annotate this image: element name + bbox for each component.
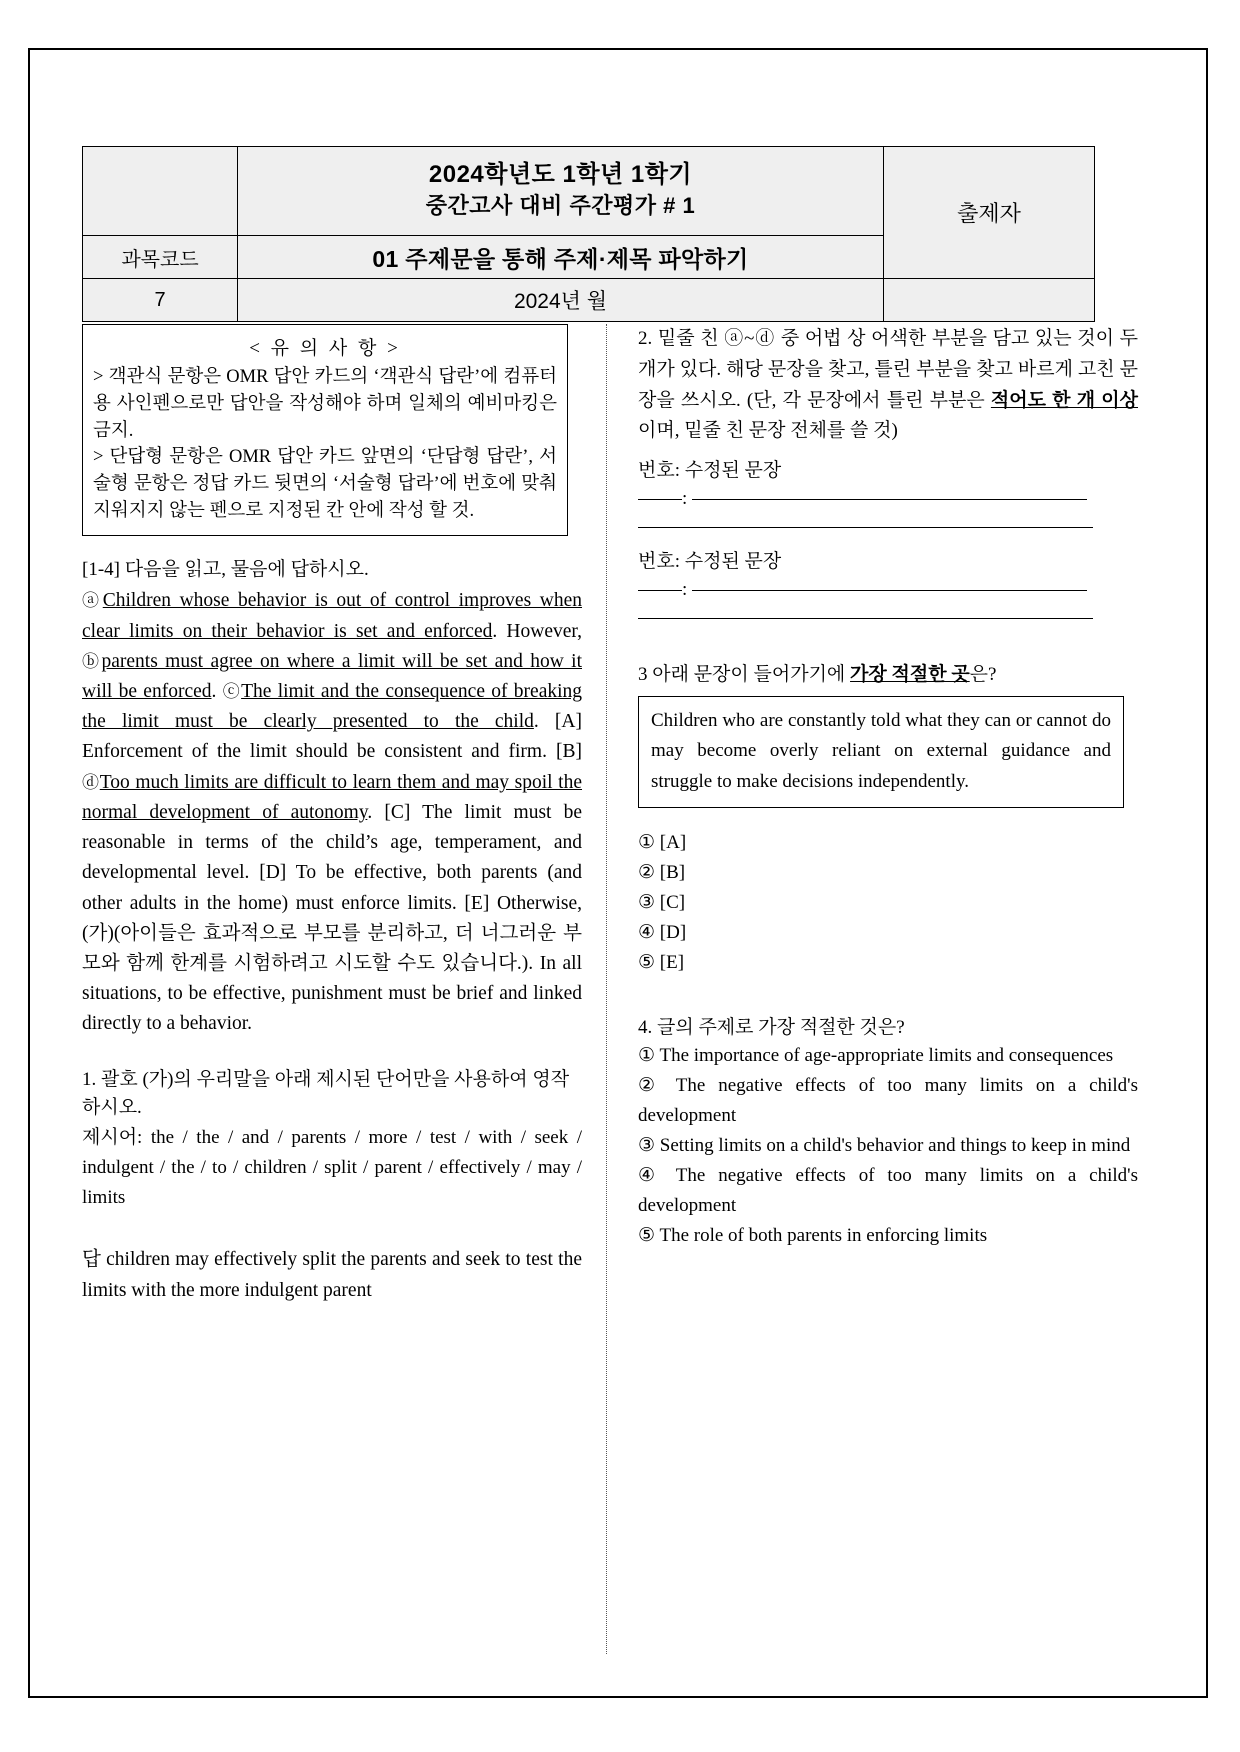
choice-number: ⑤ [638, 1225, 656, 1247]
choice-text: [A] [659, 832, 687, 854]
question-2-head-tail: 이며, 밑줄 친 문장 전체를 쓸 것) [638, 420, 898, 442]
wordbank-label: 제시어: [82, 1126, 143, 1148]
question-4-choice[interactable] [638, 1071, 1138, 1131]
choice-number: ① [638, 1045, 656, 1067]
answer-sentence-rule-2-cont[interactable] [638, 618, 1093, 619]
question-1-answer [82, 1244, 582, 1306]
page-content [82, 146, 1218, 1706]
question-2-answer-row-2a[interactable]: : [638, 579, 1138, 601]
question-2-emphasis: 적어도 한 개 이상 [990, 389, 1138, 411]
page-border [28, 48, 1208, 1698]
question-3-choices [638, 828, 1138, 978]
question-3-head-pre: 3 아래 문장이 들어가기에 [638, 664, 851, 686]
question-3-choice[interactable] [638, 858, 1138, 888]
question-3-choice[interactable] [638, 888, 1138, 918]
choice-text: The importance of age-appropriate limits and consequences [659, 1045, 1114, 1067]
question-3-choice[interactable] [638, 948, 1138, 978]
marker-b: ⓑ [82, 651, 102, 671]
choice-number: ② [638, 1075, 664, 1097]
choice-number: ③ [638, 892, 656, 914]
choice-text: The role of both parents in enforcing limits [659, 1225, 988, 1247]
passage-after-b: . [211, 681, 223, 703]
choice-text: The negative effects of too many limits on a child's development [638, 1075, 1138, 1127]
lesson-title: 01 주제문을 통해 주제·제목 파악하기 [238, 236, 884, 279]
subject-code-value: 7 [83, 279, 238, 322]
question-4-choice[interactable] [638, 1041, 1138, 1071]
passage-segment-d: Too much limits are difficult to learn them and may spoil the normal development of autonomy [82, 771, 583, 823]
question-2-head-text: 2. 밑줄 친 ⓐ~ⓓ 중 어법 상 어색한 부분을 담고 있는 것이 두 개가 있다. 해당 문장을 찾고, 틀린 부분을 찾고 바르게 고친 문장을 쓰시오. (단, 각 문장에서 틀린 부분은 [638, 328, 1138, 411]
exam-date: 2024년 월 [238, 279, 884, 322]
answer-number-rule-2[interactable] [638, 590, 682, 591]
choice-text: [B] [659, 862, 686, 884]
passage-after-c: . [A] Enforcement of the limit should be consistent and firm. [B] [82, 711, 582, 763]
question-2-answer-row-1a[interactable]: : [638, 488, 1138, 510]
header-blank-topleft [83, 147, 238, 236]
question-3-insert-sentence-box: Children who are constantly told what they can or cannot do may become overly reliant on external guidance and struggle to make decisions independently. [638, 696, 1124, 808]
notice-line-2: > 단답형 문항은 OMR 답안 카드 앞면의 ‘단답형 답란’, 서술형 문항은 정답 카드 뒷면의 ‘서술형 답라’에 번호에 맞춰 지워지지 않는 펜으로 지정된 칸 안에 작성 할 것. [93, 447, 557, 522]
exam-name: 중간고사 대비 주간평가 # 1 [425, 193, 696, 219]
choice-number: ④ [638, 922, 656, 944]
passage-after-d: . [C] The limit must be reasonable in terms of the child’s age, temperament, and developmental level. [D] To be effective, both parents (and other adults in the home) must enforce limits. [E] Otherwise, (가)(아이들은 효과적으로 부모를 분리하고, 더 너그러운 부모와 함께 한계를 시험하려고 시도할 수도 있습니다.). In all situations, to be effective, punishment must be brief and linked directly to a behavior. [82, 801, 582, 1035]
question-4-choices [638, 1041, 1138, 1251]
exam-year-term: 2024학년도 1학년 1학기 [428, 160, 693, 188]
question-4-choice[interactable] [638, 1161, 1138, 1221]
question-3-emphasis: 가장 적절한 곳 [850, 664, 970, 686]
subject-code-label: 과목코드 [83, 236, 238, 279]
marker-d: ⓓ [82, 772, 100, 792]
question-3-choice[interactable] [638, 828, 1138, 858]
choice-number: ③ [638, 1135, 656, 1157]
choice-number: ⑤ [638, 952, 656, 974]
question-2-answer-row-1b[interactable] [638, 516, 1138, 538]
question-2-answer-row-2b[interactable] [638, 607, 1138, 629]
notice-box [82, 324, 568, 536]
answer-number-rule-1[interactable] [638, 499, 682, 500]
answer-sentence-rule-1[interactable] [692, 499, 1087, 500]
notice-line-1: > 객관식 문항은 OMR 답안 카드의 ‘객관식 답란’에 컴퓨터용 사인펜으로만 답안을 작성해야 하며 일체의 예비마킹은 금지. [93, 367, 557, 441]
choice-text: Setting limits on a child's behavior and things to keep in mind [659, 1135, 1131, 1157]
passage-after-a: . However, [492, 620, 582, 642]
question-4-choice[interactable] [638, 1221, 1138, 1251]
choice-text: [D] [659, 922, 687, 944]
marker-a: ⓐ [82, 591, 103, 611]
reading-passage [82, 586, 582, 1039]
answer-sentence-rule-2[interactable] [692, 590, 1087, 591]
question-4-head: 4. 글의 주제로 가장 적절한 것은? [638, 1017, 905, 1039]
marker-c: ⓒ [222, 682, 242, 702]
choice-text: [C] [659, 892, 686, 914]
question-2-field-label-2: 번호: 수정된 문장 [638, 551, 782, 573]
passage-instruction: [1-4] 다음을 읽고, 물음에 답하시오. [82, 558, 369, 580]
exam-title-block [238, 147, 884, 236]
notice-title: < 유 의 사 항 > [249, 338, 401, 359]
right-column [638, 324, 1138, 1251]
question-2-head [638, 324, 1138, 447]
passage-segment-c: The limit and the consequence of breaking the limit must be clearly presented to the child [82, 681, 583, 733]
question-3-head-post: 은? [969, 664, 997, 686]
wordbank-words: the / the / and / parents / more / test / with / seek / indulgent / the / to / children / split / parent / effectively / may / limits [82, 1126, 582, 1209]
passage-segment-a: Children whose behavior is out of control improves when clear limits on their behavior is set and enforced [82, 590, 583, 642]
maker-value [884, 279, 1095, 322]
answer-label: 답 [82, 1248, 101, 1270]
choice-number: ② [638, 862, 656, 884]
body-columns [82, 324, 1218, 1684]
choice-text: [E] [659, 952, 685, 974]
question-2-field-label-1: 번호: 수정된 문장 [638, 460, 782, 482]
choice-number: ① [638, 832, 656, 854]
exam-header-table [82, 146, 1095, 322]
question-1-wordbank [82, 1123, 582, 1214]
question-1-head: 1. 괄호 (가)의 우리말을 아래 제시된 단어만을 사용하여 영작하시오. [82, 1068, 570, 1119]
answer-sentence-rule-1-cont[interactable] [638, 527, 1093, 528]
choice-number: ④ [638, 1165, 664, 1187]
question-3-head [638, 659, 1138, 686]
maker-label: 출제자 [884, 147, 1095, 279]
left-column [82, 324, 582, 1306]
column-divider [606, 324, 607, 1654]
passage-segment-b: parents must agree on where a limit will be set and how it will be enforced [82, 650, 582, 703]
question-3-choice[interactable] [638, 918, 1138, 948]
answer-text: children may effectively split the parents and seek to test the limits with the more indulgent parent [82, 1248, 582, 1302]
question-4-choice[interactable] [638, 1131, 1138, 1161]
choice-text: The negative effects of too many limits on a child's development [638, 1165, 1138, 1217]
